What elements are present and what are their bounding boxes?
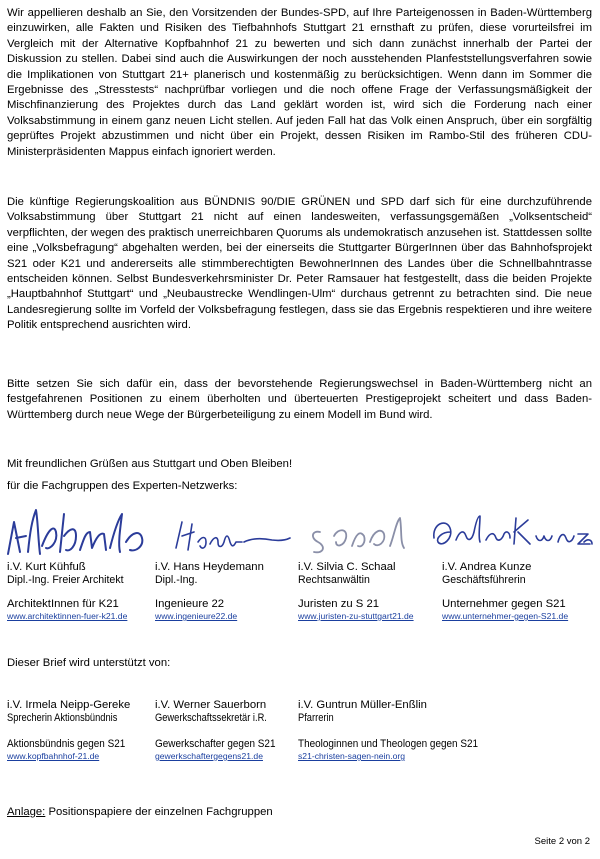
signatory-title: Rechtsanwältin [298, 574, 370, 586]
signature-schaal [300, 502, 415, 562]
signatory-link[interactable]: www.architektinnen-fuer-k21.de [7, 611, 128, 621]
signatures-row [0, 502, 600, 562]
supporter-mueller-ensslin [298, 699, 503, 762]
attachment-line [7, 805, 273, 819]
supporter-group: Aktionsbündnis gegen S21 [7, 738, 126, 750]
supported-by-heading: Dieser Brief wird unterstützt von: [7, 657, 171, 669]
closing-greeting: Mit freundlichen Grüßen aus Stuttgart und Oben Bleiben! [7, 458, 293, 470]
supporter-name: i.V. Werner Sauerborn [155, 699, 267, 711]
signatory-title: Dipl.-Ing. [155, 574, 198, 586]
signatory-link[interactable]: www.juristen-zu-stuttgart21.de [298, 611, 414, 621]
signatory-link[interactable]: www.unternehmer-gegen-S21.de [442, 611, 569, 621]
supporter-group: Theologinnen und Theologen gegen S21 [298, 738, 479, 750]
signatory-kunze [442, 561, 568, 622]
page-number: Seite 2 von 2 [534, 836, 590, 847]
signatory-name: i.V. Silvia C. Schaal [298, 561, 396, 573]
signatory-schaal [298, 561, 414, 622]
signatory-name: i.V. Hans Heydemann [155, 561, 264, 573]
signatory-group: Juristen zu S 21 [298, 598, 380, 610]
signature-kunze [428, 502, 596, 562]
supporter-sauerborn [155, 699, 292, 762]
attachment-text: Positionspapiere der einzelnen Fachgruppen [48, 806, 273, 818]
signature-heydemann [172, 502, 292, 562]
supporter-name: i.V. Irmela Neipp-Gereke [7, 699, 131, 711]
attachment-label: Anlage: [7, 806, 46, 818]
body-paragraph-2: Die künftige Regierungskoalition aus BÜNDNIS 90/DIE GRÜNEN und SPD darf sich für eine durchzuführende Volksabstimmung über Stuttgart 21 nicht auf einen landesweiten, verfassungsgemäßen „Volksentscheid“ verpflichten, der wegen des praktisch unerreichbaren Quorums als undemokratisch anzusehen ist. Stattdessen sollte eine „Volksbefragung“ abgehalten werden, bei der einerseits die Stuttgarter BürgerInnen über das Bahnhofsprojekt S21 oder K21 und andererseits alle stimmberechtigten BewohnerInnen des Landes über die Schnellbahntrasse entscheiden können. Selbst Bundesverkehrsminister Dr. Peter Ramsauer hat festgestellt, dass die beiden Projekte „Hauptbahnhof Stuttgart“ und „Neubaustrecke Wendlingen-Ulm“ durchaus getrennt zu betrachten sind. Die neue Landesregierung sollte im Vorfeld der Volksbefragung festlegen, dass sie das Ergebnis respektieren und ihre weitere Politik entsprechend ausrichten wird. [7, 196, 592, 332]
signatory-group: Ingenieure 22 [155, 598, 225, 610]
signatory-group: Unternehmer gegen S21 [442, 598, 566, 610]
supporter-link[interactable]: www.kopfbahnhof-21.de [7, 751, 100, 761]
supporter-title: Gewerkschaftssekretär i.R. [155, 712, 267, 724]
supporter-title: Pfarrerin [298, 712, 334, 724]
signatory-title: Dipl.-Ing. Freier Architekt [7, 574, 124, 586]
signatory-name: i.V. Kurt Kühfuß [7, 561, 86, 573]
signatory-group: ArchitektInnen für K21 [7, 598, 119, 610]
signatory-link[interactable]: www.ingenieure22.de [155, 611, 238, 621]
for-groups-line: für die Fachgruppen des Experten-Netzwerks: [7, 480, 238, 492]
body-paragraph-1: Wir appellieren deshalb an Sie, den Vorsitzenden der Bundes-SPD, auf Ihre Parteigenossen in Baden-Württemberg einzuwirken, alle Fakten und Risiken des Tiefbahnhofs Stuttgart 21 ernsthaft zu prüfen, diese vorurteilsfrei im Vergleich mit der Alternative Kopfbahnhof 21 zu bewerten und sich dann zunächst innerhalb der Partei der Diskussion zu stellen. Dabei sind auch die Auswirkungen der noch ausstehenden Planfeststellungsverfahren sowie die Implikationen von Stuttgart 21+ planerisch und kostenmäßig zu berücksichtigen. Wenn dann im Sommer die Ergebnisse des „Stresstests“ nachprüfbar vorliegen und die noch offene Frage der Verfassungsmäßigkeit der Mischfinanzierung des Projektes durch das Land geklärt worden ist, wird sich die Forderung nach einer Volksabstimmung in einem ganz neuen Licht stellen. Auf jeden Fall hat das Volk einen Anspruch, über ein sorgfältig geprüftes Projekt abzustimmen und nicht über ein Projekt, dessen Risiken im Rambo-Stil des früheren CDU-Ministerpräsidenten Mappus einfach ignoriert werden. [7, 7, 592, 158]
supporter-group: Gewerkschafter gegen S21 [155, 738, 276, 750]
supporter-title: Sprecherin Aktionsbündnis [7, 712, 118, 724]
signatory-heydemann [155, 561, 264, 622]
signatory-name: i.V. Andrea Kunze [442, 561, 532, 573]
supporter-neipp-gereke [7, 699, 141, 762]
signatory-kuehfuss [7, 561, 127, 622]
supporter-link[interactable]: gewerkschaftergegens21.de [155, 751, 263, 761]
supporter-link[interactable]: s21-christen-sagen-nein.org [298, 751, 406, 761]
supporter-name: i.V. Guntrun Müller-Enßlin [298, 699, 427, 711]
signature-kuehfuss [2, 502, 152, 562]
body-paragraph-3: Bitte setzen Sie sich dafür ein, dass der bevorstehende Regierungswechsel in Baden-Württemberg nicht an festgefahrenen Positionen zu einem überholten und überteuerten Prestigeprojekt scheitert und dass Baden-Württemberg durch neue Wege der Bürgerbeteiligung zu einem Modell im Bund wird. [7, 378, 592, 421]
signatory-title: Geschäftsführerin [442, 574, 526, 586]
